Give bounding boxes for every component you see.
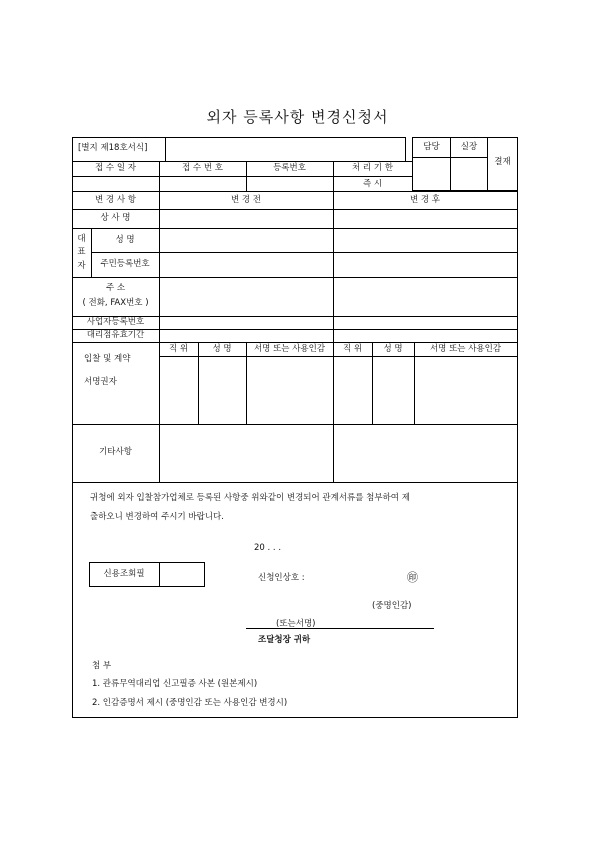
- reg-no-label: 등록번호: [273, 163, 306, 173]
- signer-label-line1: 입찰 및 계약: [84, 354, 131, 364]
- form-right-border: [517, 190, 518, 717]
- signer-col-position: 직 위: [168, 344, 189, 354]
- biz-reg-label: 사업자등록번호: [86, 317, 145, 327]
- period-label: 처 리 기 한: [352, 163, 393, 173]
- approval-sign: 결재: [494, 157, 511, 167]
- rep-name-label: 성 명: [115, 235, 135, 245]
- form-tag-border: [405, 137, 406, 161]
- or-sign-label: (또는서명): [276, 619, 316, 629]
- rep-label-2: 표: [77, 247, 86, 257]
- header-top: [72, 161, 412, 162]
- seal-note: (중명인감): [372, 601, 412, 611]
- signer-col-position: 직 위: [342, 344, 363, 354]
- statement-line1: 귀청에 외자 입찰참가업체로 등록된 사항중 위와같이 변경되어 관계서류를 첨부하여 제: [90, 493, 410, 503]
- signer-col-seal: 서명 또는 사용인감: [429, 344, 502, 354]
- rep-label-1: 대: [77, 234, 86, 244]
- change-item-label: 변 경 사 항: [95, 195, 136, 205]
- address-label: 주 소: [105, 283, 126, 293]
- trade-name-label: 상 사 명: [100, 213, 131, 223]
- rep-label-3: 자: [77, 261, 86, 271]
- attach-title: 첨 부: [92, 661, 112, 671]
- addressee: 조달청장 귀하: [258, 635, 311, 645]
- signer-label-line2: 서명권자: [84, 377, 117, 387]
- approval-border: [517, 137, 518, 190]
- signer-col-name: 성 명: [212, 344, 232, 354]
- before-label: 변 경 전: [230, 195, 262, 205]
- period-value: 즉 시: [362, 179, 383, 189]
- address-sub-label: ( 전화, FAX번호 ): [82, 298, 149, 308]
- form-tag: [별지 제18호서식]: [78, 143, 148, 153]
- form-title: 외자 등록사항 변경신청서: [206, 108, 389, 126]
- approval-staff: 담당: [423, 142, 440, 152]
- seal-mark: ㊞: [407, 571, 418, 584]
- attach-item-2: 2. 인감증명서 제시 (중명인감 또는 사용인감 변경시): [92, 698, 288, 708]
- agency-period-label: 대리점유효기간: [86, 330, 145, 340]
- statement-line2: 출하오니 변경하여 주시기 바랍니다.: [90, 512, 224, 522]
- header-mid: [72, 176, 412, 177]
- form-bottom-border: [72, 717, 518, 718]
- after-label: 변 경 후: [409, 195, 441, 205]
- signer-col-seal: 서명 또는 사용인감: [253, 344, 326, 354]
- signature-line: [246, 628, 434, 629]
- attach-item-1: 1. 관류무역대리업 신고필증 사본 (원본제시): [92, 679, 258, 689]
- signer-col-name: 성 명: [383, 344, 403, 354]
- form-top-border: [72, 137, 405, 138]
- other-label: 기타사항: [99, 447, 132, 457]
- approval-chief: 실장: [460, 142, 478, 152]
- credit-check-label: 신용조회필: [103, 569, 145, 579]
- receipt-date-label: 접 수 일 자: [95, 163, 136, 173]
- rep-id-label: 주민등록번호: [100, 259, 150, 269]
- approval-border: [412, 137, 518, 138]
- applicant-label: 신청인상호 :: [258, 573, 305, 583]
- form-tag-divider: [165, 137, 166, 161]
- date-line: 20 . . .: [254, 543, 282, 553]
- receipt-no-label: 접 수 번 호: [182, 163, 223, 173]
- form-left-border: [72, 137, 73, 717]
